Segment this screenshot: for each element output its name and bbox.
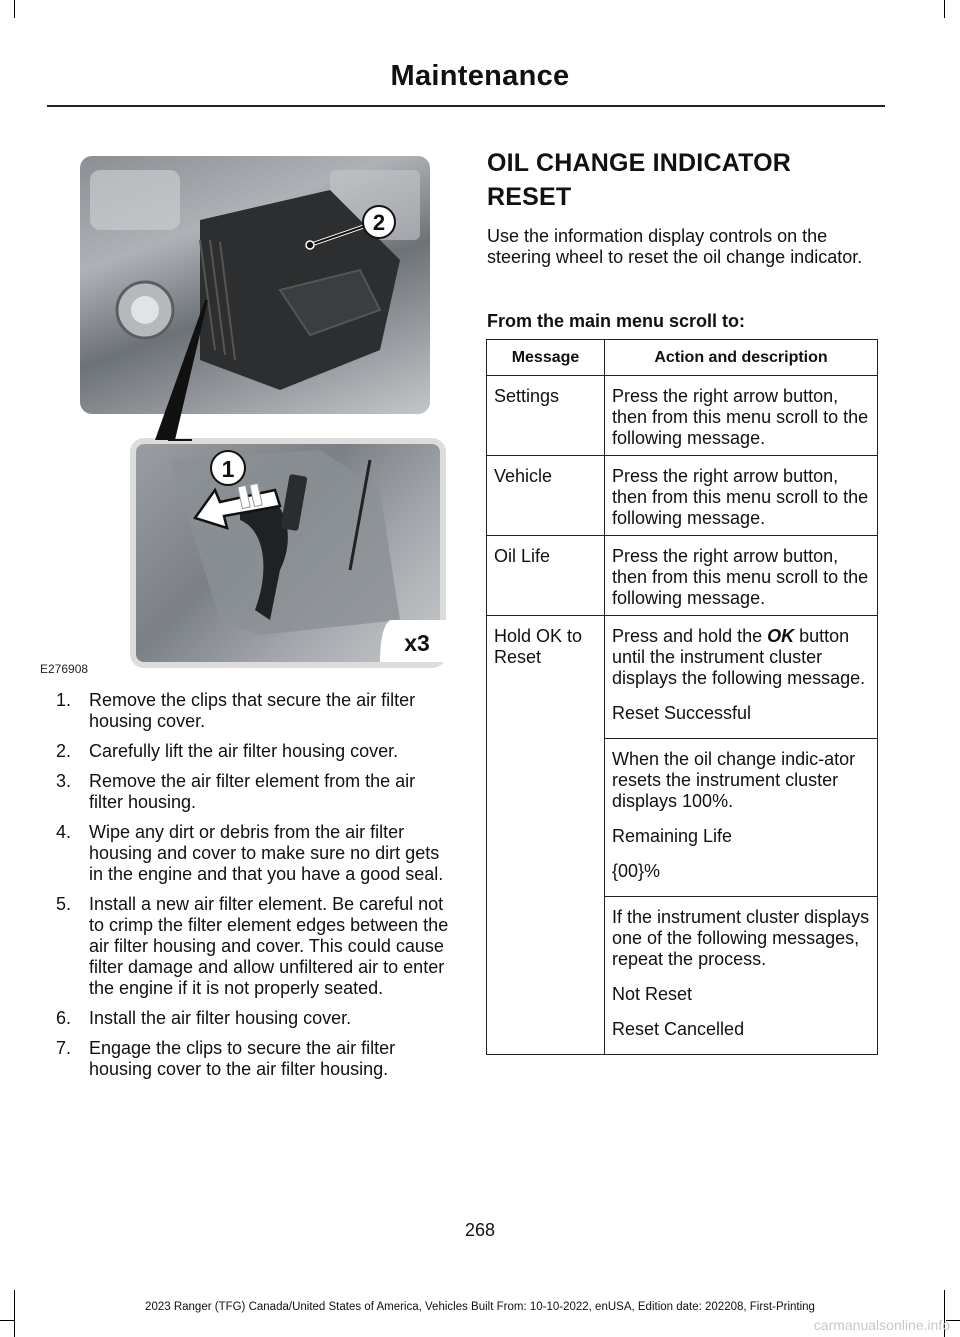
message-cell: Vehicle: [487, 456, 605, 536]
quantity-label: x3: [404, 630, 430, 656]
crop-mark: [14, 0, 15, 18]
action-paragraph: [612, 626, 870, 689]
table-row: [487, 536, 878, 616]
display-message: Reset Successful: [612, 703, 752, 723]
action-cell: [605, 897, 878, 1055]
step-item: [56, 1008, 451, 1029]
action-cell: Press the right arrow button, then from this menu scroll to the following message.: [605, 536, 878, 616]
column-header-message: Message: [487, 340, 605, 376]
callout-1-label: 1: [221, 456, 235, 482]
step-item: [56, 822, 451, 885]
action-cell: Press the right arrow button, then from this menu scroll to the following message.: [605, 456, 878, 536]
action-text: Press and hold the: [612, 626, 768, 646]
illustration-overlay: [80, 150, 446, 670]
step-number: 1.: [56, 690, 72, 710]
step-number: 2.: [56, 741, 72, 761]
display-message: Remaining Life: [612, 826, 733, 846]
section-title: OIL CHANGE INDICATOR RESET: [487, 149, 792, 211]
footer-edition-info: 2023 Ranger (TFG) Canada/United States of America, Vehicles Built From: 10-10-2022, enUSA, Edition date: 202208, First-Printing: [145, 1301, 815, 1313]
message-cell: Settings: [487, 376, 605, 456]
section-intro: Use the information display controls on the steering wheel to reset the oil change indicator.: [487, 226, 863, 267]
action-cell: [605, 739, 878, 897]
header-divider: [47, 105, 885, 107]
action-cell: Press the right arrow button, then from this menu scroll to the following message.: [605, 376, 878, 456]
section-subhead: From the main menu scroll to:: [487, 311, 746, 331]
step-text: Wipe any dirt or debris from the air filter housing and cover to make sure no dirt gets in the engine and that you have a good seal.: [89, 822, 444, 884]
page-header-title: Maintenance: [390, 60, 570, 92]
message-table: [486, 339, 878, 1055]
ok-button-ref: OK: [767, 626, 795, 646]
display-message: Not Reset: [612, 984, 693, 1004]
watermark: carmanualsonline.info: [813, 1317, 950, 1333]
step-text: Install a new air filter element. Be careful not to crimp the filter element edges between the air filter housing and cover. This could cause filter damage and allow unfiltered air to enter the engine if it is not properly seated.: [89, 894, 449, 998]
step-text: Remove the clips that secure the air filter housing cover.: [89, 690, 416, 731]
message-cell: Oil Life: [487, 536, 605, 616]
page-number: 268: [464, 1220, 496, 1240]
step-number: 4.: [56, 822, 72, 842]
table-row: [487, 616, 878, 739]
step-text: Engage the clips to secure the air filter housing cover to the air filter housing.: [89, 1038, 396, 1079]
crop-mark: [0, 1320, 14, 1321]
step-text: Remove the air filter element from the air filter housing.: [89, 771, 416, 812]
crop-mark: [14, 1290, 15, 1337]
step-item: [56, 771, 451, 813]
air-filter-illustration: [80, 150, 446, 670]
step-item: [56, 690, 451, 732]
instruction-steps: [56, 690, 451, 1089]
step-text: Carefully lift the air filter housing cover.: [89, 741, 399, 761]
table-header-row: [487, 340, 878, 376]
action-cell: [605, 616, 878, 739]
step-text: Install the air filter housing cover.: [89, 1008, 352, 1028]
column-header-action: Action and description: [605, 340, 878, 376]
step-item: [56, 741, 451, 762]
table-row: [487, 456, 878, 536]
callout-2-label: 2: [372, 210, 386, 235]
step-item: [56, 894, 451, 999]
action-paragraph: If the instrument cluster displays one of the following messages, repeat the process.: [612, 907, 870, 969]
action-paragraph: When the oil change indic-ator resets the instrument cluster displays 100%.: [612, 749, 856, 811]
display-message: {00}%: [612, 861, 661, 881]
step-item: [56, 1038, 451, 1080]
step-number: 5.: [56, 894, 72, 914]
step-number: 3.: [56, 771, 72, 791]
figure-id: E276908: [40, 662, 89, 676]
step-number: 7.: [56, 1038, 72, 1058]
step-number: 6.: [56, 1008, 72, 1028]
table-row: [487, 376, 878, 456]
display-message: Reset Cancelled: [612, 1019, 745, 1039]
action-text: button until the instrument cluster displays the following message.: [612, 626, 866, 688]
message-cell: Hold OK to Reset: [487, 616, 605, 1055]
crop-mark: [944, 0, 945, 18]
